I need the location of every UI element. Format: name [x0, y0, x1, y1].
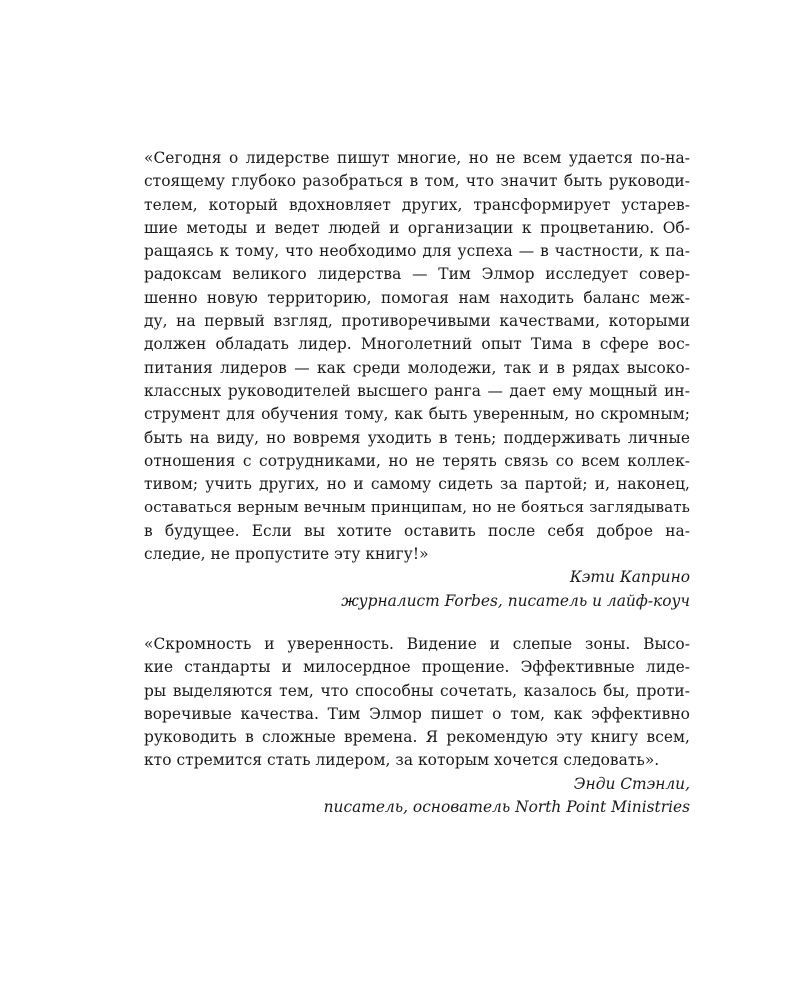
quote-line: телем, который вдохновляет других, трансформирует устарев-: [144, 195, 690, 214]
quote-line: стоящему глубоко разобраться в том, что значит быть руководи-: [144, 172, 690, 191]
quote-line: шие методы и ведет людей и организации к процветанию. Об-: [144, 218, 690, 237]
quote-line: ду, на первый взгляд, противоречивыми качествами, которыми: [144, 312, 690, 331]
quote-line: ры выделяются тем, что способны сочетать, казалось бы, проти-: [144, 681, 690, 700]
quote-author-role: писатель, основатель North Point Ministries: [323, 798, 690, 817]
quote-line: быть на виду, но вовремя уходить в тень; поддерживать личные: [144, 428, 690, 447]
quote-line: кто стремится стать лидером, за которым хочется следовать».: [144, 751, 660, 770]
quote-line: классных руководителей высшего ранга — дает ему мощный ин-: [144, 381, 690, 400]
quote-line: руководить в сложные времена. Я рекомендую эту книгу всем,: [144, 728, 690, 747]
quote-line: шенно новую территорию, помогая нам находить баланс меж-: [144, 288, 690, 307]
quote-line: радоксам великого лидерства — Тим Элмор исследует совер-: [144, 265, 690, 284]
quote-line: тивом; учить других, но и самому сидеть за партой; и, наконец,: [144, 475, 690, 494]
quote-author-role: журналист Forbes, писатель и лайф-коуч: [341, 591, 690, 610]
quote-line: струмент для обучения тому, как быть уверенным, но скромным;: [144, 405, 690, 424]
quote-line: питания лидеров — как среди молодежи, так и в рядах высоко-: [144, 358, 690, 377]
quote-line: отношения с сотрудниками, но не терять связь со всем коллек-: [144, 451, 690, 470]
quote-line: кие стандарты и милосердное прощение. Эффективные лиде-: [144, 658, 690, 677]
quote-line: ращаясь к тому, что необходимо для успеха — в частности, к па-: [144, 242, 690, 261]
quote-line: «Сегодня о лидерстве пишут многие, но не всем удается по-на-: [144, 149, 690, 167]
quote-line: должен обладать лидер. Многолетний опыт Тима в сфере вос-: [144, 335, 690, 354]
quote-text: [144, 147, 690, 566]
quote-author: Энди Стэнли,: [573, 774, 690, 793]
quote-author: Кэти Каприно: [569, 568, 690, 587]
quote-line: следие, не пропустите эту книгу!»: [144, 545, 429, 564]
quote-text: [144, 633, 690, 773]
quote-line: воречивые качества. Тим Элмор пишет о том, как эффективно: [144, 704, 690, 723]
quote-line: оставаться верным вечным принципам, но не бояться заглядывать: [144, 498, 690, 517]
endorsement-quote-2: [144, 633, 690, 819]
quote-line: в будущее. Если вы хотите оставить после себя доброе на-: [144, 521, 690, 540]
quote-line: «Скромность и уверенность. Видение и слепые зоны. Высо-: [144, 635, 690, 653]
endorsement-quote-1: [144, 147, 690, 613]
